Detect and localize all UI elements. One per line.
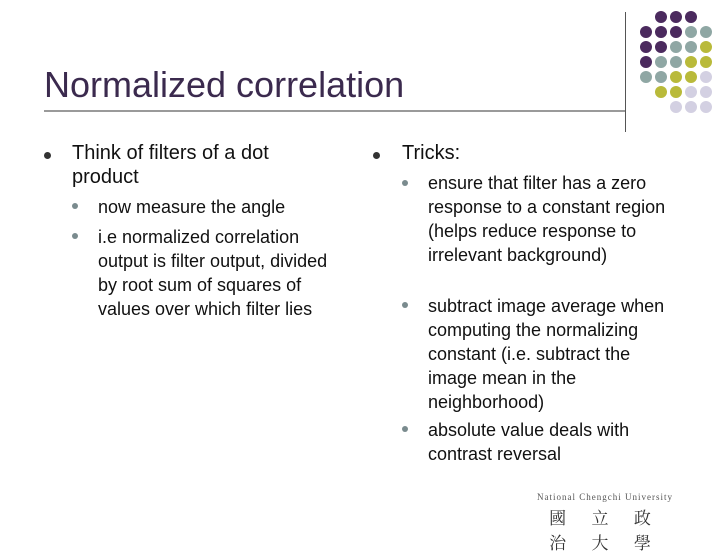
decor-dot — [640, 26, 652, 38]
decor-dot — [655, 41, 667, 53]
sub-bullet-icon — [72, 203, 78, 209]
decor-dot — [700, 86, 712, 98]
right-sub-bullet-2: subtract image average when computing the normalizing constant (i.e. subtract the image mean in the neighborhood) — [428, 296, 665, 412]
decor-dot — [655, 71, 667, 83]
decor-dot — [640, 41, 652, 53]
slide-title: Normalized correlation — [44, 64, 405, 105]
decor-dot — [655, 86, 667, 98]
left-main-bullet: Think of filters of a dot product — [72, 142, 269, 188]
decor-dot — [640, 56, 652, 68]
decor-dot — [700, 41, 712, 53]
sub-bullet-icon — [402, 180, 408, 186]
decor-dot — [700, 56, 712, 68]
decor-dot — [700, 71, 712, 83]
decor-dot — [685, 71, 697, 83]
decor-dot — [700, 101, 712, 113]
left-sub-bullet-1: now measure the angle — [98, 197, 286, 217]
university-logo — [530, 492, 680, 554]
decor-dot — [655, 11, 667, 23]
decor-dot — [655, 26, 667, 38]
decor-dot — [670, 56, 682, 68]
decor-dot — [685, 11, 697, 23]
decor-dot — [670, 26, 682, 38]
bullet-icon — [44, 152, 51, 159]
decor-dot — [670, 71, 682, 83]
decor-dot — [640, 71, 652, 83]
decor-dot — [670, 86, 682, 98]
decor-dot — [670, 101, 682, 113]
decor-dot — [685, 41, 697, 53]
decor-dot — [670, 11, 682, 23]
right-main-bullet: Tricks: — [402, 142, 461, 164]
decor-dot — [685, 101, 697, 113]
decor-dot — [685, 56, 697, 68]
left-sub-bullet-2: i.e normalized correlation output is filter output, divided by root sum of squares of values over which filter lies — [98, 227, 328, 319]
decor-dot — [700, 26, 712, 38]
sub-bullet-icon — [72, 233, 78, 239]
sub-bullet-icon — [402, 302, 408, 308]
decor-dot — [655, 56, 667, 68]
logo-chinese: 國 立 政 治 大 學 — [549, 509, 661, 554]
bullet-icon — [373, 152, 380, 159]
title-underline — [44, 110, 626, 112]
decor-dot — [685, 86, 697, 98]
decor-dot — [670, 41, 682, 53]
logo-english: National Chengchi University — [537, 492, 673, 502]
sub-bullet-icon — [402, 426, 408, 432]
decor-vertical-line — [625, 12, 626, 132]
right-sub-bullet-3: absolute value deals with contrast reversal — [428, 420, 630, 464]
decor-dot — [685, 26, 697, 38]
right-sub-bullet-1: ensure that filter has a zero response to a constant region (helps reduce response to irrelevant background) — [428, 173, 666, 265]
